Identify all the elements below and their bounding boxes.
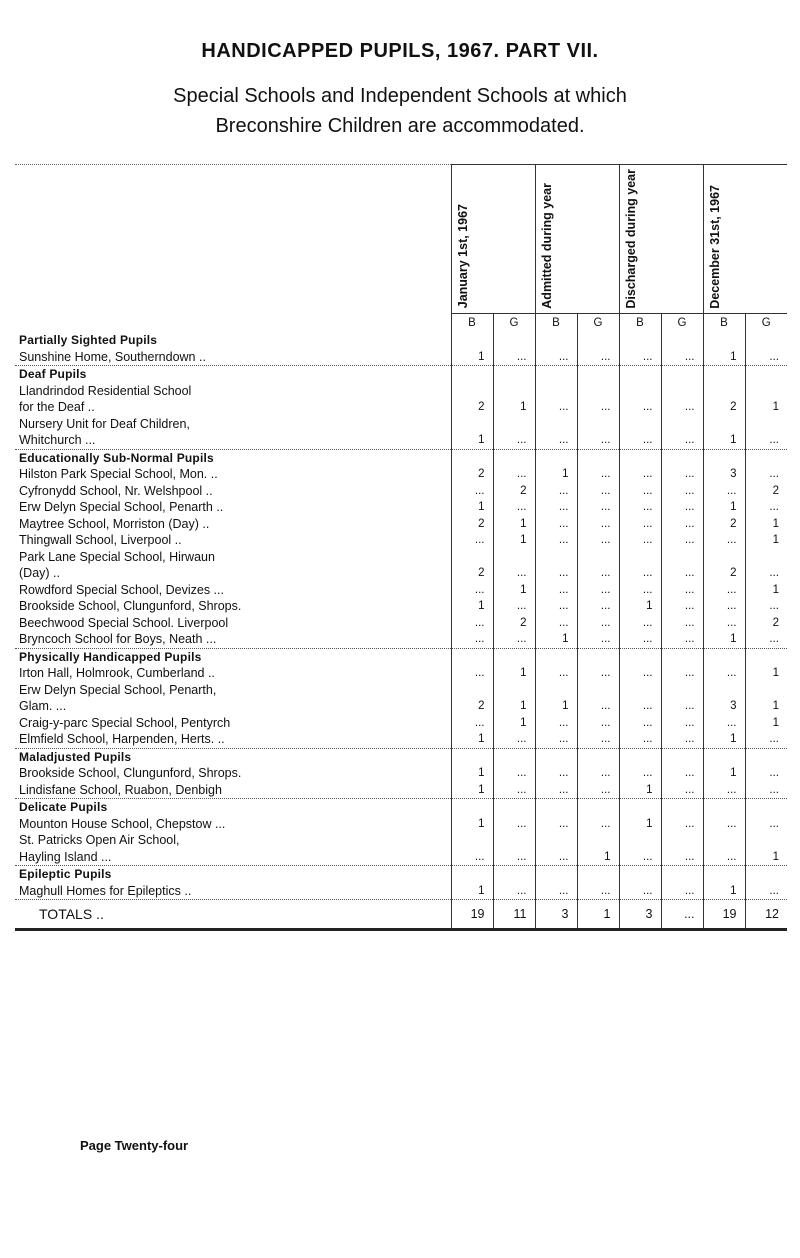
table-row (15, 499, 787, 516)
count-cell: 1 (493, 532, 535, 549)
count-cell: ... (703, 816, 745, 833)
count-cell: ... (703, 582, 745, 599)
school-name: Llandrindod Residential School (19, 383, 192, 398)
school-name: Whitchurch ... (19, 433, 96, 448)
school-name: Glam. ... (19, 699, 67, 714)
section-heading: Maladjusted Pupils (15, 748, 451, 765)
school-name: Thingwall School, Liverpool .. (19, 533, 182, 548)
count-cell: ... (703, 665, 745, 682)
count-cell: 1 (619, 816, 661, 833)
count-cell: ... (577, 665, 619, 682)
count-cell: ... (535, 349, 577, 366)
count-cell: 1 (703, 349, 745, 366)
table-row (15, 615, 787, 632)
page-title: HANDICAPPED PUPILS, 1967. PART VII. (201, 40, 599, 62)
count-cell: 1 (745, 399, 787, 416)
count-cell: ... (577, 598, 619, 615)
count-cell: ... (661, 565, 703, 582)
boys-girls-row (15, 314, 787, 333)
count-cell: ... (703, 782, 745, 799)
count-cell: ... (577, 499, 619, 516)
count-cell: ... (451, 715, 493, 732)
school-name: Irton Hall, Holmrook, Cumberland .. (19, 666, 215, 681)
count-cell: ... (535, 598, 577, 615)
bg-label: B (451, 314, 493, 333)
count-cell: 1 (451, 349, 493, 366)
section-heading-row (15, 648, 787, 665)
count-cell: ... (661, 483, 703, 500)
count-cell: 1 (745, 698, 787, 715)
count-cell: ... (745, 731, 787, 748)
count-cell: ... (703, 483, 745, 500)
count-cell: ... (619, 432, 661, 449)
count-cell: 1 (703, 883, 745, 900)
count-cell: ... (661, 615, 703, 632)
table-row (15, 816, 787, 833)
count-cell: ... (451, 849, 493, 866)
count-cell: ... (577, 582, 619, 599)
count-cell: 1 (577, 849, 619, 866)
table-row (15, 849, 787, 866)
count-cell: ... (451, 615, 493, 632)
total-cell: 3 (619, 900, 661, 930)
count-cell: 1 (451, 883, 493, 900)
count-cell: ... (661, 698, 703, 715)
table-row (15, 698, 787, 715)
count-cell: ... (661, 665, 703, 682)
count-cell: ... (577, 565, 619, 582)
count-cell: ... (493, 432, 535, 449)
bg-label: G (661, 314, 703, 333)
count-cell: ... (619, 399, 661, 416)
section-heading-row (15, 866, 787, 883)
school-name: Rowdford Special School, Devizes ... (19, 582, 224, 597)
bg-label: G (577, 314, 619, 333)
count-cell: ... (577, 432, 619, 449)
count-cell: ... (535, 565, 577, 582)
count-cell: ... (619, 731, 661, 748)
count-cell: ... (493, 499, 535, 516)
count-cell: ... (745, 565, 787, 582)
school-name: Sunshine Home, Southerndown .. (19, 349, 206, 364)
count-cell: ... (535, 816, 577, 833)
count-cell: ... (451, 483, 493, 500)
school-name: Maytree School, Morriston (Day) .. (19, 516, 210, 531)
count-cell: 1 (451, 782, 493, 799)
pupils-table (15, 164, 787, 934)
count-cell: 1 (535, 698, 577, 715)
count-cell: ... (493, 849, 535, 866)
count-cell: 1 (703, 432, 745, 449)
count-cell: ... (535, 765, 577, 782)
total-cell: ... (661, 900, 703, 930)
count-cell: ... (535, 849, 577, 866)
school-name: Erw Delyn Special School, Penarth .. (19, 500, 224, 515)
count-cell: ... (661, 532, 703, 549)
count-cell: ... (619, 349, 661, 366)
count-cell: ... (661, 731, 703, 748)
table-row-continued (15, 832, 787, 849)
section-heading: Deaf Pupils (15, 366, 451, 383)
section-heading: Physically Handicapped Pupils (15, 648, 451, 665)
count-cell: ... (493, 565, 535, 582)
school-name: St. Patricks Open Air School, (19, 833, 180, 848)
school-name: Cyfronydd School, Nr. Welshpool .. (19, 483, 213, 498)
count-cell: ... (619, 483, 661, 500)
count-cell: ... (703, 598, 745, 615)
count-cell: ... (577, 483, 619, 500)
bg-label: B (535, 314, 577, 333)
school-name: Craig-y-parc Special School, Pentyrch (19, 715, 231, 730)
count-cell: ... (703, 532, 745, 549)
count-cell: ... (745, 765, 787, 782)
count-cell: 2 (703, 565, 745, 582)
count-cell: 2 (451, 466, 493, 483)
count-cell: ... (619, 715, 661, 732)
section-heading-row (15, 748, 787, 765)
count-cell: ... (451, 665, 493, 682)
count-cell: ... (661, 849, 703, 866)
table-row-continued (15, 549, 787, 566)
count-cell: 1 (745, 715, 787, 732)
count-cell: ... (619, 849, 661, 866)
count-cell: ... (619, 615, 661, 632)
count-cell: ... (745, 631, 787, 648)
count-cell: ... (703, 615, 745, 632)
bg-label: G (745, 314, 787, 333)
count-cell: ... (661, 816, 703, 833)
table-row (15, 665, 787, 682)
section-heading-row (15, 449, 787, 466)
count-cell: ... (577, 399, 619, 416)
count-cell: 2 (493, 483, 535, 500)
school-name: Brookside School, Clungunford, Shrops. (19, 766, 242, 781)
count-cell: ... (619, 466, 661, 483)
section-heading-row (15, 332, 787, 349)
count-cell: ... (535, 615, 577, 632)
count-cell: 1 (745, 516, 787, 533)
bg-label: G (493, 314, 535, 333)
count-cell: ... (745, 883, 787, 900)
count-cell: 1 (703, 731, 745, 748)
section-heading: Educationally Sub-Normal Pupils (15, 449, 451, 466)
count-cell: 1 (493, 582, 535, 599)
count-cell: ... (493, 466, 535, 483)
school-name: Hayling Island ... (19, 849, 112, 864)
bg-label: B (619, 314, 661, 333)
count-cell: ... (493, 782, 535, 799)
count-cell: 1 (619, 598, 661, 615)
table-row (15, 516, 787, 533)
section-heading-row (15, 366, 787, 383)
count-cell: ... (535, 399, 577, 416)
count-cell: ... (535, 432, 577, 449)
count-cell: ... (577, 883, 619, 900)
totals-label: TOTALS .. (15, 900, 451, 930)
column-header-january: January 1st, 1967 (451, 165, 535, 314)
count-cell: ... (745, 499, 787, 516)
column-header-row (15, 165, 787, 314)
page-footer: Page Twenty-four (80, 1138, 189, 1153)
count-cell: ... (577, 782, 619, 799)
count-cell: 1 (703, 631, 745, 648)
count-cell: ... (577, 516, 619, 533)
count-cell: ... (619, 532, 661, 549)
count-cell: 1 (451, 816, 493, 833)
count-cell: 1 (703, 499, 745, 516)
total-cell: 19 (703, 900, 745, 930)
count-cell: 1 (493, 665, 535, 682)
total-cell: 1 (577, 900, 619, 930)
count-cell: ... (535, 499, 577, 516)
count-cell: 2 (745, 483, 787, 500)
bottom-rule (15, 930, 787, 935)
count-cell: ... (619, 565, 661, 582)
count-cell: ... (745, 782, 787, 799)
subtitle-line-1: Special Schools and Independent Schools at which (173, 85, 627, 107)
count-cell: 2 (493, 615, 535, 632)
table-row (15, 565, 787, 582)
school-name: Elmfield School, Harpenden, Herts. .. (19, 732, 225, 747)
count-cell: ... (661, 782, 703, 799)
count-cell: ... (493, 816, 535, 833)
count-cell: 1 (619, 782, 661, 799)
total-cell: 12 (745, 900, 787, 930)
total-cell: 11 (493, 900, 535, 930)
count-cell: ... (619, 631, 661, 648)
count-cell: ... (745, 432, 787, 449)
count-cell: ... (661, 399, 703, 416)
count-cell: ... (493, 731, 535, 748)
school-name: Maghull Homes for Epileptics .. (19, 883, 192, 898)
count-cell: 1 (745, 582, 787, 599)
count-cell: ... (535, 532, 577, 549)
count-cell: 1 (493, 516, 535, 533)
count-cell: ... (661, 883, 703, 900)
count-cell: ... (619, 698, 661, 715)
count-cell: 2 (451, 698, 493, 715)
count-cell: ... (661, 499, 703, 516)
count-cell: ... (619, 665, 661, 682)
table-row (15, 432, 787, 449)
count-cell: 1 (535, 631, 577, 648)
count-cell: 2 (451, 399, 493, 416)
count-cell: ... (619, 582, 661, 599)
subtitle-line-2: Breconshire Children are accommodated. (215, 115, 585, 137)
count-cell: ... (661, 349, 703, 366)
count-cell: ... (493, 765, 535, 782)
section-heading: Delicate Pupils (15, 799, 451, 816)
count-cell: ... (535, 665, 577, 682)
table-row (15, 483, 787, 500)
count-cell: ... (745, 349, 787, 366)
section-heading-row (15, 799, 787, 816)
count-cell: ... (493, 349, 535, 366)
count-cell: ... (535, 883, 577, 900)
count-cell: ... (661, 598, 703, 615)
count-cell: 1 (535, 466, 577, 483)
count-cell: 1 (493, 698, 535, 715)
count-cell: ... (535, 782, 577, 799)
count-cell: 2 (745, 615, 787, 632)
count-cell: 1 (451, 598, 493, 615)
count-cell: 3 (703, 698, 745, 715)
table-row-continued (15, 383, 787, 400)
count-cell: ... (577, 466, 619, 483)
total-cell: 19 (451, 900, 493, 930)
count-cell: ... (745, 598, 787, 615)
count-cell: ... (535, 582, 577, 599)
count-cell: 1 (493, 399, 535, 416)
count-cell: 1 (745, 532, 787, 549)
school-name: Erw Delyn Special School, Penarth, (19, 682, 217, 697)
count-cell: ... (577, 731, 619, 748)
school-name: Mounton House School, Chepstow ... (19, 816, 226, 831)
school-name: Bryncoch School for Boys, Neath ... (19, 632, 217, 647)
count-cell: ... (661, 715, 703, 732)
bg-label: B (703, 314, 745, 333)
count-cell: ... (577, 715, 619, 732)
count-cell: 3 (703, 466, 745, 483)
count-cell: ... (661, 631, 703, 648)
school-name: Nursery Unit for Deaf Children, (19, 416, 190, 431)
count-cell: ... (577, 631, 619, 648)
count-cell: ... (661, 432, 703, 449)
count-cell: 2 (451, 516, 493, 533)
table-row (15, 715, 787, 732)
count-cell: ... (493, 883, 535, 900)
count-cell: ... (619, 765, 661, 782)
section-heading: Epileptic Pupils (15, 866, 451, 883)
school-name: for the Deaf .. (19, 400, 95, 415)
table-row (15, 883, 787, 900)
count-cell: ... (493, 598, 535, 615)
table-row (15, 349, 787, 366)
count-cell: 2 (703, 399, 745, 416)
count-cell: 2 (703, 516, 745, 533)
column-header-discharged: Discharged during year (619, 165, 703, 314)
totals-row (15, 900, 787, 930)
table-row (15, 782, 787, 799)
count-cell: 2 (451, 565, 493, 582)
count-cell: ... (745, 816, 787, 833)
count-cell: ... (451, 582, 493, 599)
school-name: Brookside School, Clungunford, Shrops. (19, 599, 242, 614)
column-header-december: December 31st, 1967 (703, 165, 787, 314)
table-row (15, 598, 787, 615)
school-name: (Day) .. (19, 566, 60, 581)
table-row-continued (15, 416, 787, 433)
count-cell: 1 (451, 731, 493, 748)
count-cell: ... (493, 631, 535, 648)
count-cell: ... (577, 816, 619, 833)
count-cell: 1 (451, 499, 493, 516)
table-row-continued (15, 682, 787, 699)
table-row (15, 765, 787, 782)
count-cell: ... (661, 582, 703, 599)
count-cell: ... (535, 483, 577, 500)
count-cell: ... (703, 715, 745, 732)
count-cell: ... (451, 532, 493, 549)
table-row (15, 466, 787, 483)
count-cell: 1 (745, 849, 787, 866)
count-cell: ... (451, 631, 493, 648)
count-cell: ... (577, 765, 619, 782)
count-cell: ... (577, 615, 619, 632)
count-cell: 1 (493, 715, 535, 732)
school-name: Park Lane Special School, Hirwaun (19, 549, 215, 564)
section-heading: Partially Sighted Pupils (19, 333, 158, 348)
table-row (15, 399, 787, 416)
count-cell: 1 (451, 432, 493, 449)
count-cell: ... (535, 715, 577, 732)
count-cell: 1 (745, 665, 787, 682)
count-cell: ... (535, 516, 577, 533)
column-header-admitted: Admitted during year (535, 165, 619, 314)
count-cell: ... (535, 731, 577, 748)
count-cell: ... (703, 849, 745, 866)
school-name: Beechwood Special School. Liverpool (19, 615, 229, 630)
table-row (15, 582, 787, 599)
count-cell: 1 (703, 765, 745, 782)
table-row (15, 532, 787, 549)
school-name: Hilston Park Special School, Mon. .. (19, 467, 218, 482)
count-cell: 1 (451, 765, 493, 782)
count-cell: ... (577, 532, 619, 549)
count-cell: ... (661, 765, 703, 782)
table-row (15, 631, 787, 648)
total-cell: 3 (535, 900, 577, 930)
table-row (15, 731, 787, 748)
count-cell: ... (577, 349, 619, 366)
count-cell: ... (619, 516, 661, 533)
count-cell: ... (577, 698, 619, 715)
count-cell: ... (661, 466, 703, 483)
school-name: Lindisfane School, Ruabon, Denbigh (19, 782, 222, 797)
count-cell: ... (619, 883, 661, 900)
count-cell: ... (619, 499, 661, 516)
count-cell: ... (745, 466, 787, 483)
count-cell: ... (661, 516, 703, 533)
